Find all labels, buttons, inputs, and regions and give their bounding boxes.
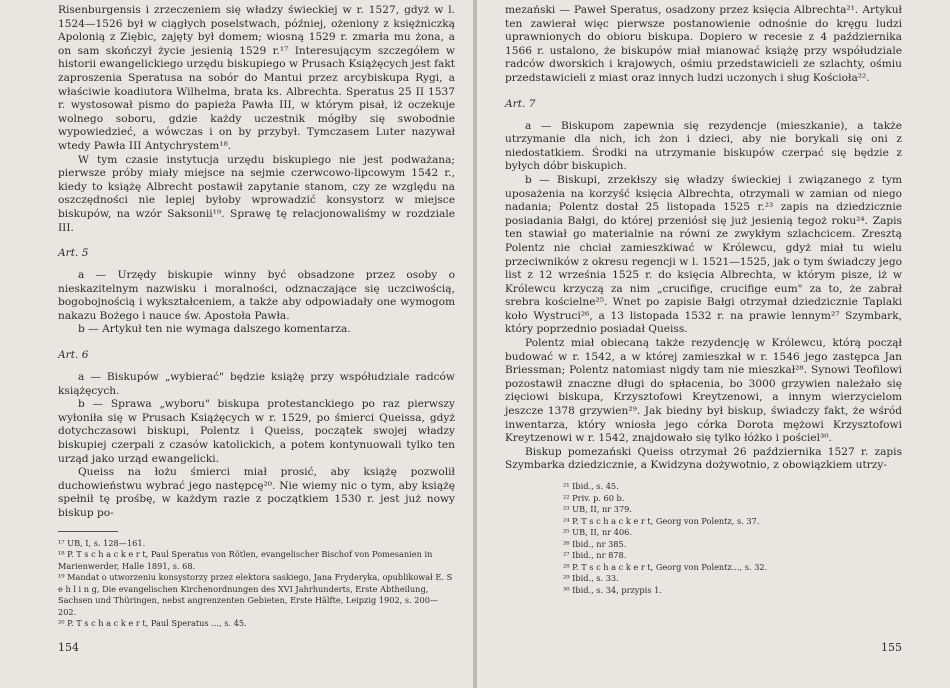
right-body bbox=[505, 4, 902, 86]
art5-b: b — Artykuł ten nie wymaga dalszego komentarza. bbox=[78, 323, 351, 336]
right-page bbox=[477, 0, 950, 688]
left-para-1: Risenburgensis i zrzeczeniem się władzy świeckiej w r. 1527, gdyż w l. 1524—1526 był w ciągłych poselstwach, później, ożeniony z księżniczką Apolonią z Ziębic, zajęty był domem; wiosną 1529 r. zmarła mu żona, a on sam skończył życie jesienią 1529 r.¹⁷ Interesującym szczegółem w historii ewangelickiego urzędu biskupiego w Prusach Książęcych jest fakt zaproszenia Speratusa na sobór do Mantui przez arcybiskupa Rygi, a właściwie koadiutora Wilhelma, brata ks. Albrechta. Speratus 25 II 1537 r. wystosował pismo do papieża Pawła III, w którym pisał, iż oczekuje wolnego soboru, gdzie każdy uczestnik mógłby się swobodnie wypowiedzieć, a wówczas i on by przybył. Tymczasem Luter nazywał wtedy Pawła III Antychrystem¹⁸. bbox=[58, 4, 455, 152]
art7-body bbox=[505, 120, 902, 473]
page-number-right: 155 bbox=[881, 641, 902, 654]
footnote-22: ²² Priv. p. 60 b. bbox=[563, 492, 625, 503]
art5-a: a — Urzędy biskupie winny być obsadzone przez osoby o nieskazitelnym nazwisku i moralności, odznaczające się uczciwością, bogobojnością i wykształceniem, a także aby odpowiadały one wymogom nakazu Bożego i nauce św. Apostoła Pawła. bbox=[58, 269, 455, 322]
right-para-1: mezański — Paweł Speratus, osadzony przez księcia Albrechta²¹. Artykuł ten zawierał więc pierwsze postanowienie odnośnie do kręgu ludzi uprawnionych do obioru biskupa. Dopiero w recesie z 4 października 1566 r. ustalono, że biskupów miał mianować książę przy współudziale radców dworskich i krajowych, ośmiu przedstawicieli ze szlachty, ośmiu przedstawicieli z miast oraz innych ludzi uczonych i sług Kościoła²². bbox=[505, 4, 902, 84]
footnote-20: ²⁰ P. T s c h a c k e r t, Paul Speratus ..., s. 45. bbox=[58, 618, 247, 629]
footnote-divider bbox=[58, 531, 118, 532]
art7-d: Biskup pomezański Queiss otrzymał 26 października 1527 r. zapis Szymbarka dziedzicznie, a Kwidzyna dożywotnio, z obowiązkiem utrzy- bbox=[505, 445, 902, 472]
art6-c: Queiss na łożu śmierci miał prosić, aby książę pozwolił duchowieństwu wybrać jego następcę²⁰. Nie wiemy nic o tym, aby książę spełnił tę prośbę, w każdym razie z początkiem 1530 r. jest już nowy biskup po- bbox=[58, 466, 455, 519]
footnote-23: ²³ UB, II, nr 379. bbox=[563, 504, 632, 514]
art5-heading: Art. 5 bbox=[58, 247, 89, 260]
art5-body bbox=[58, 269, 455, 337]
footnote-24: ²⁴ P. T s c h a c k e r t, Georg von Polentz, s. 37. bbox=[563, 515, 760, 526]
art6-a: a — Biskupów „wybierać" będzie książę przy współudziale radców książęcych. bbox=[58, 371, 455, 397]
footnote-30: ³⁰ Ibid., s. 34, przypis 1. bbox=[563, 584, 662, 595]
art6-b: b — Sprawa „wyboru" biskupa protestanckiego po raz pierwszy wyłoniła się w Prusach Książęcych w r. 1529, po śmierci Queissa, gdyż dotychczasowi biskupi, Polentz i Queiss, początek swojej władzy biskupiej czerpali z czasów katolickich, a potem kontynuowali tylko ten urząd jako urząd ewangelicki. bbox=[58, 398, 455, 465]
footnote-17: ¹⁷ UB, I, s. 128—161. bbox=[58, 537, 146, 548]
footnote-29: ²⁹ Ibid., s. 33. bbox=[563, 573, 619, 583]
left-footnotes bbox=[58, 538, 455, 630]
right-footnotes bbox=[505, 481, 902, 596]
art7-b: b — Biskupi, zrzekłszy się władzy świeckiej i związanego z tym uposażenia na korzyść księcia Albrechta, otrzymali w zamian od niego nadania; Polentz dostał 25 listopada 1525 r.²³ zapis na dziedzicznie posiadania Bałgi, do której przeniósł się już jesienią tegoż roku²⁴. Zapis ten stawiał go materialnie na równi ze zwykłym szlachcicem. Zresztą Polentz nie chciał zamieszkiwać w Królewcu, gdyż miał tu wielu przeciwników z okresu regencji w l. 1521—1525, jak o tym świadczy jego list z 12 września 1525 r. do księcia Albrechta, w którym pisze, iż w Królewcu krzyczą za nim „crucifige, crucifige eum" za to, że zabrał srebra kościelne²⁵. Wnet po zapisie Bałgi otrzymał dziedzicznie Taplaki koło Wystruci²⁶, a 13 listopada 1532 r. na prawie lennym²⁷ Szymbark, który poprzednio posiadał Queiss. bbox=[505, 173, 902, 336]
footnote-21: ²¹ Ibid., s. 45. bbox=[563, 481, 619, 491]
footnote-28: ²⁸ P. T s c h a c k e r t, Georg von Polentz..., s. 32. bbox=[563, 561, 768, 572]
art7-c: Polentz miał obiecaną także rezydencję w Królewcu, którą począł budować w r. 1542, a w której zamieszkał w r. 1546 jego zastępca Jan Briessman; Polentz natomiast nigdy tam nie mieszkał²⁸. Synowi Teofilowi pozostawił znaczne długi do spłacenia, bo 3000 grzywien należało się zięciowi biskupa, Krzysztofowi Kreytzenowi, a innym wierzycielom jeszcze 1378 grzywien²⁹. Jak biedny był biskup, świadczy fakt, że wśród inwentarza, który wniosła jego córka Dorota mężowi Krzysztofowi Kreytzenowi w r. 1542, znajdowało się tylko łóżko i pościel³⁰. bbox=[505, 337, 902, 445]
art7-heading: Art. 7 bbox=[505, 97, 536, 110]
left-body bbox=[58, 4, 455, 235]
footnote-18: ¹⁸ P. T s c h a c k e r t, Paul Speratus von Rötlen, evangelischer Bischof von Pomesanien in Marienwerder, Halle 1891, s. 68. bbox=[58, 549, 433, 571]
footnote-25: ²⁵ UB, II, nr 406. bbox=[563, 527, 632, 537]
art6-body bbox=[58, 371, 455, 521]
left-para-2: W tym czasie instytucja urzędu biskupiego nie jest podważana; pierwsze próby miały miejsce na sejmie czerwcowo-lipcowym 1542 r., kiedy to książę Albrecht postawił zapytanie stanom, czy ze względu na oszczędności nie lepiej byłoby wprowadzić konsystorz w miejsce biskupów, na wzór Saksonii¹⁹. Sprawę tę relacjonowaliśmy w rozdziale III. bbox=[58, 153, 455, 234]
page-number-left: 154 bbox=[58, 641, 79, 654]
footnote-27: ²⁷ Ibid., nr 878. bbox=[563, 550, 627, 560]
footnote-19: ¹⁹ Mandat o utworzeniu konsystorzy przez elektora saskiego, Jana Fryderyka, opublikował E. S e h l i n g, Die evangelischen Kirchenordnungen des XVI Jahrhunderts, Erste Abtheilung, Sachsen und Thüringen, nebst angrenzenten Gebieten, Erste Hälfte, Leipzig 1902, s. 200—202. bbox=[58, 572, 453, 617]
art7-a: a — Biskupom zapewnia się rezydencje (mieszkanie), a także utrzymanie dla nich, ich żon i dzieci, aby nie borykali się oni z niedostatkiem. Środki na utrzymanie biskupów czerpać się będzie z byłych dóbr biskupich. bbox=[505, 119, 902, 173]
footnote-26: ²⁶ Ibid., nr 385. bbox=[563, 538, 627, 549]
art6-heading: Art. 6 bbox=[58, 349, 89, 362]
left-page bbox=[0, 0, 473, 688]
